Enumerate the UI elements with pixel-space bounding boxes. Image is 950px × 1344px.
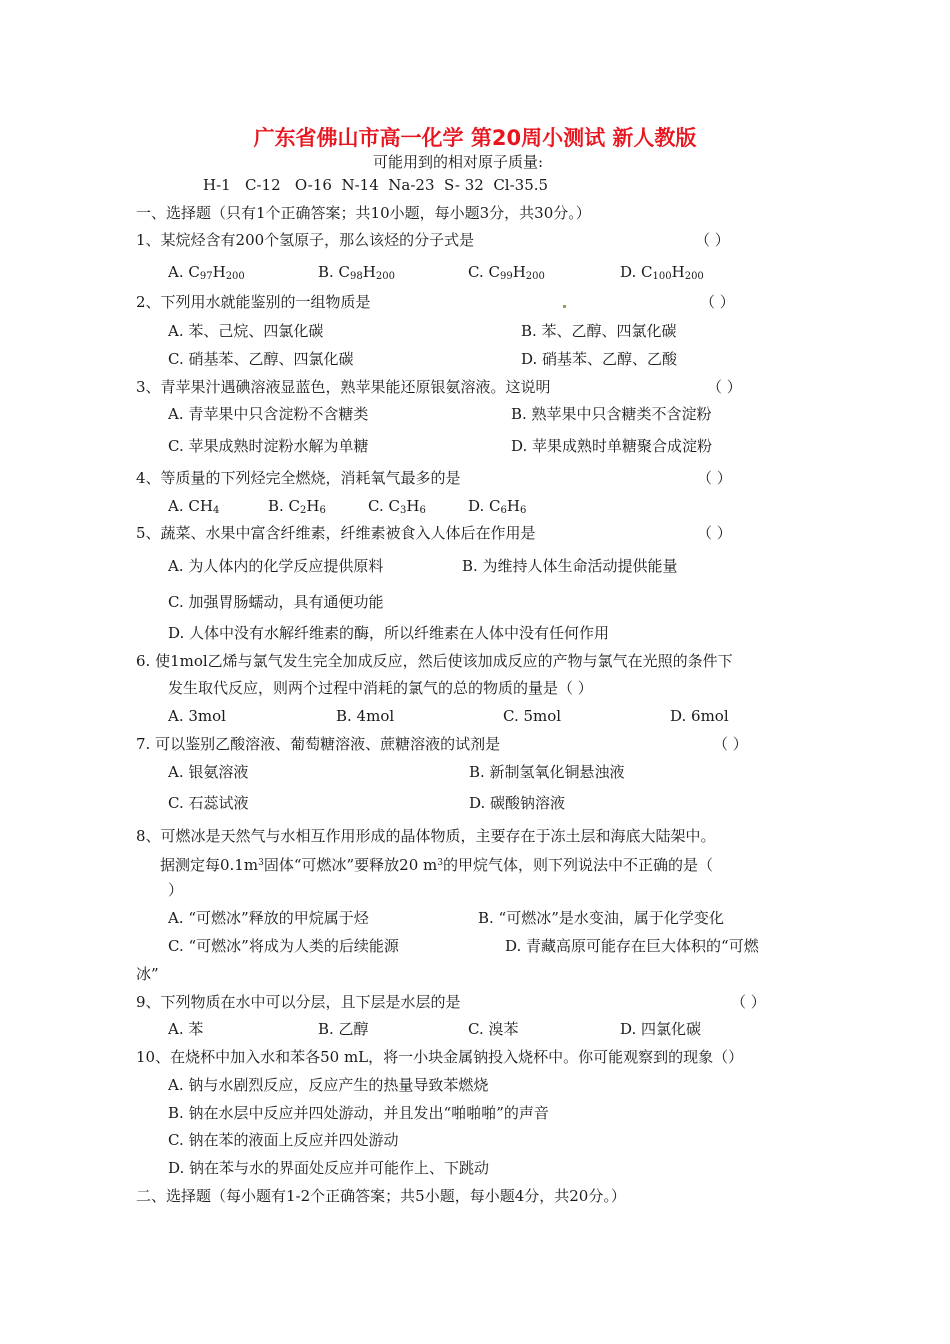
q2-option-c: C. 硝基苯、乙醇、四氯化碳 bbox=[168, 350, 354, 368]
q1-option-d: D. $C_{100}H_{200}$ bbox=[620, 263, 704, 282]
q10-option-d: D. 钠在苯与水的界面处反应并可能作上、下跳动 bbox=[168, 1159, 490, 1177]
answer-blank: （ ） bbox=[697, 469, 732, 487]
answer-blank: （ ） bbox=[713, 735, 748, 753]
q8-stem-line1: 8、可燃冰是天然气与水相互作用形成的晶体物质，主要存在于冻土层和海底大陆架中。 bbox=[136, 827, 716, 845]
q6-option-b: B. 4mol bbox=[336, 707, 395, 725]
q4-stem: 4、等质量的下列烃完全燃烧，消耗氧气最多的是 bbox=[136, 469, 461, 487]
q6-stem-line2: 发生取代反应，则两个过程中消耗的氯气的总的物质的量是（ ） bbox=[168, 679, 593, 697]
q7-option-d: D. 碳酸钠溶液 bbox=[469, 794, 566, 812]
q9-option-c: C. 溴苯 bbox=[468, 1020, 519, 1038]
answer-blank: （ ） bbox=[697, 524, 732, 542]
q1-option-b: B. $C_{98}H_{200}$ bbox=[318, 263, 395, 282]
q6-option-c: C. 5mol bbox=[503, 707, 562, 725]
section-1-heading: 一、选择题（只有1个正确答案；共10小题，每小题3分，共30分。） bbox=[136, 204, 591, 222]
q8-option-b: B. “可燃冰”是水变油，属于化学变化 bbox=[478, 909, 724, 927]
answer-blank: （ ） bbox=[707, 378, 742, 396]
answer-blank: （ ） bbox=[695, 231, 730, 249]
q3-stem: 3、青苹果汁遇碘溶液显蓝色，熟苹果能还原银氨溶液。这说明 bbox=[136, 378, 551, 396]
q8-option-c: C. “可燃冰”将成为人类的后续能源 bbox=[168, 937, 399, 955]
answer-blank: （ ） bbox=[700, 293, 735, 311]
q5-option-d: D. 人体中没有水解纤维素的酶，所以纤维素在人体中没有任何作用 bbox=[168, 624, 610, 642]
q1-option-c: C. $C_{99}H_{200}$ bbox=[468, 263, 545, 282]
q2-stem: 2、下列用水就能鉴别的一组物质是 bbox=[136, 293, 371, 311]
q2-option-a: A. 苯、己烷、四氯化碳 bbox=[168, 322, 324, 340]
q8-option-d-cont: 冰” bbox=[136, 965, 159, 983]
q4-option-c: C. $C_3H_6$ bbox=[368, 497, 426, 516]
q4-option-b: B. $C_2H_6$ bbox=[268, 497, 326, 516]
q3-option-d: D. 苹果成熟时单糖聚合成淀粉 bbox=[511, 437, 713, 455]
q2-option-b: B. 苯、乙醇、四氯化碳 bbox=[521, 322, 677, 340]
q7-option-a: A. 银氨溶液 bbox=[168, 763, 249, 781]
q9-option-b: B. 乙醇 bbox=[318, 1020, 369, 1038]
q5-stem: 5、蔬菜、水果中富含纤维素，纤维素被食入人体后在作用是 bbox=[136, 524, 536, 542]
q1-option-a: A. $C_{97}H_{200}$ bbox=[168, 263, 245, 282]
q8-stem-line3: ） bbox=[168, 881, 184, 899]
atomic-masses: H-1 C-12 O-16 N-14 Na-23 S- 32 Cl-35.5 bbox=[203, 176, 549, 194]
answer-blank: （ ） bbox=[731, 993, 766, 1011]
q7-stem: 7. 可以鉴别乙酸溶液、葡萄糖溶液、蔗糖溶液的试剂是 bbox=[136, 735, 501, 753]
q9-option-a: A. 苯 bbox=[168, 1020, 204, 1038]
q4-option-d: D. $C_6H_6$ bbox=[468, 497, 527, 516]
q6-option-a: A. 3mol bbox=[168, 707, 226, 725]
q5-option-c: C. 加强胃肠蠕动，具有通便功能 bbox=[168, 593, 384, 611]
q4-option-a: A. $CH_4$ bbox=[168, 497, 220, 516]
q10-stem: 10、在烧杯中加入水和苯各50 mL，将一小块金属钠投入烧杯中。你可能观察到的现象（） bbox=[136, 1048, 744, 1066]
q6-stem-line1: 6. 使1mol乙烯与氯气发生完全加成反应，然后使该加成反应的产物与氯气在光照的条件下 bbox=[136, 652, 733, 670]
page-title: 广东省佛山市高一化学 第20周小测试 新人教版 bbox=[253, 126, 697, 150]
q9-option-d: D. 四氯化碳 bbox=[620, 1020, 702, 1038]
q8-option-d: D. 青藏高原可能存在巨大体积的“可燃 bbox=[505, 937, 759, 955]
q10-option-a: A. 钠与水剧烈反应，反应产生的热量导致苯燃烧 bbox=[168, 1076, 489, 1094]
q3-option-a: A. 青苹果中只含淀粉不含糖类 bbox=[168, 405, 369, 423]
q8-option-a: A. “可燃冰”释放的甲烷属于烃 bbox=[168, 909, 369, 927]
q1-stem: 1、某烷烃含有200个氢原子，那么该烃的分子式是 bbox=[136, 231, 475, 249]
q8-stem-line2: 据测定每$0.1m^3$固体“可燃冰”要释放20 $m^3$的甲烷气体，则下列说法中不正确的是（ bbox=[160, 856, 713, 874]
stray-mark bbox=[563, 305, 566, 308]
q7-option-c: C. 石蕊试液 bbox=[168, 794, 249, 812]
subtitle: 可能用到的相对原子质量: bbox=[373, 153, 544, 171]
q9-stem: 9、下列物质在水中可以分层，且下层是水层的是 bbox=[136, 993, 461, 1011]
q10-option-c: C. 钠在苯的液面上反应并四处游动 bbox=[168, 1131, 399, 1149]
q2-option-d: D. 硝基苯、乙醇、乙酸 bbox=[521, 350, 678, 368]
q6-option-d: D. 6mol bbox=[670, 707, 729, 725]
section-2-heading: 二、选择题（每小题有1-2个正确答案；共5小题，每小题4分，共20分。） bbox=[136, 1187, 626, 1205]
q5-option-a: A. 为人体内的化学反应提供原料 bbox=[168, 557, 384, 575]
q3-option-b: B. 熟苹果中只含糖类不含淀粉 bbox=[511, 405, 712, 423]
q5-option-b: B. 为维持人体生命活动提供能量 bbox=[462, 557, 678, 575]
q3-option-c: C. 苹果成熟时淀粉水解为单糖 bbox=[168, 437, 369, 455]
q10-option-b: B. 钠在水层中反应并四处游动，并且发出“啪啪啪”的声音 bbox=[168, 1104, 549, 1122]
q7-option-b: B. 新制氢氧化铜悬浊液 bbox=[469, 763, 625, 781]
